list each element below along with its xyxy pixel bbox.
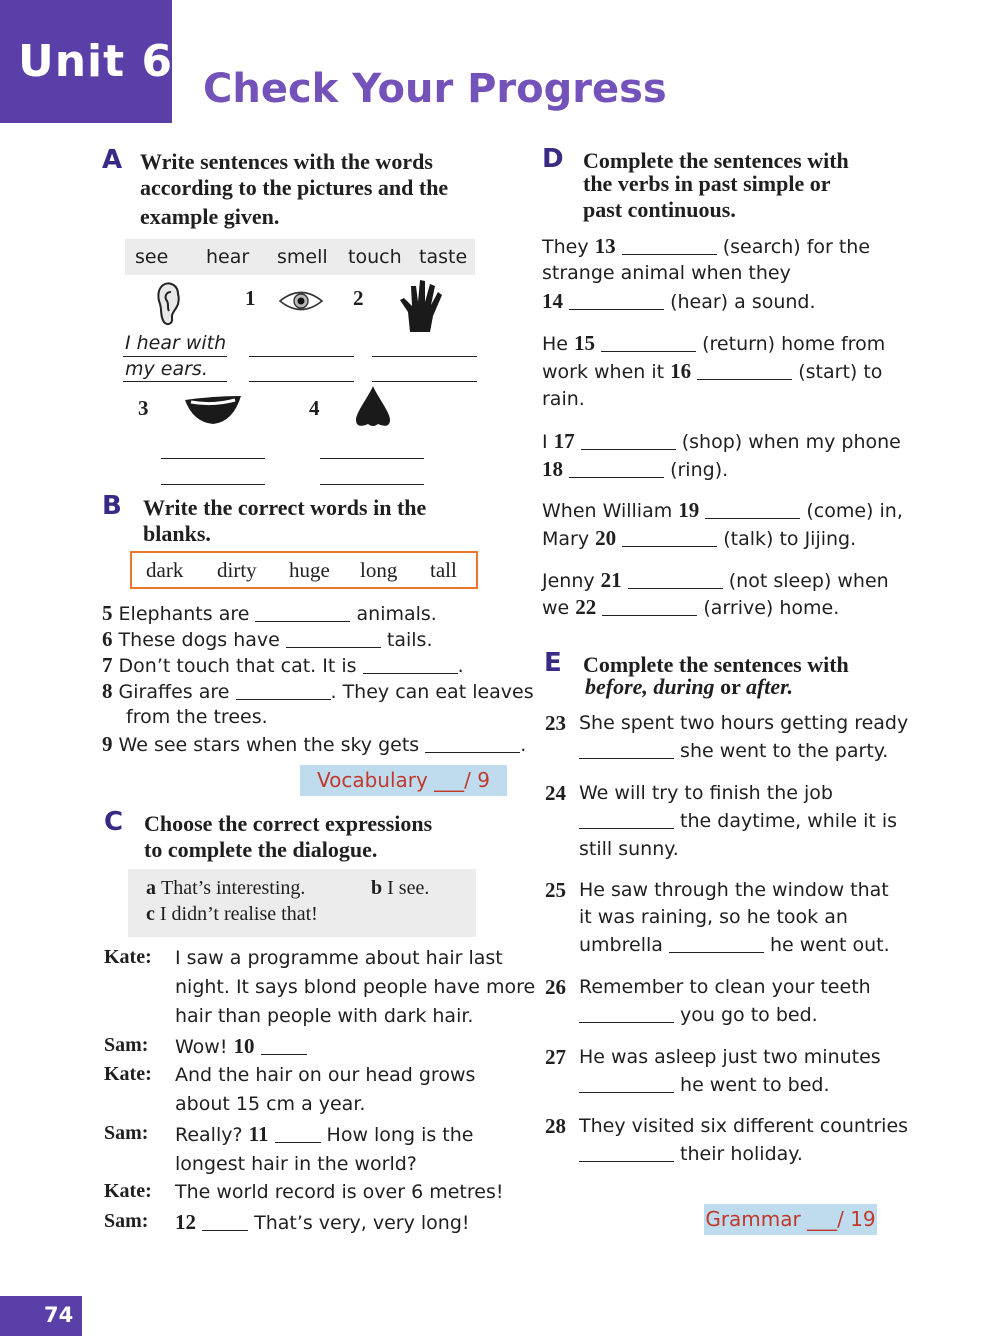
question-13-end: (search) for the	[716, 236, 871, 258]
question-15-number: 15	[574, 331, 596, 355]
option-b-key: b	[371, 877, 383, 899]
question-22-end: (arrive) home.	[697, 597, 840, 619]
blank-17[interactable]	[581, 430, 676, 450]
blank-28[interactable]	[579, 1142, 674, 1162]
question-7-text: Don’t touch that cat. It is	[118, 655, 363, 677]
question-5-number: 5	[102, 601, 113, 625]
blank-26[interactable]	[579, 1003, 674, 1023]
question-24-line-3: still sunny.	[579, 838, 679, 860]
question-8	[102, 677, 534, 706]
section-d-letter: D	[542, 144, 564, 174]
option-a-key: a	[146, 877, 156, 899]
question-27-line-2	[579, 1071, 830, 1099]
option-c-text: I didn’t realise that!	[159, 903, 318, 925]
question-15-text: He	[542, 333, 575, 355]
blank-5[interactable]	[255, 602, 350, 622]
sense-word-see: see	[135, 246, 169, 268]
question-21-text: Jenny	[542, 570, 601, 592]
question-25-number: 25	[545, 878, 566, 902]
section-b-instruction-2: blanks.	[143, 521, 211, 546]
item-number-1: 1	[245, 286, 256, 310]
ear-icon	[150, 280, 190, 328]
question-23-line-1: She spent two hours getting ready	[579, 712, 909, 734]
question-17-end: (shop) when my phone	[675, 431, 901, 453]
question-7-number: 7	[102, 653, 113, 677]
blank-24[interactable]	[579, 809, 674, 829]
answer-line-1b[interactable]	[249, 381, 354, 382]
dialogue-line-3	[175, 1061, 475, 1119]
question-22	[542, 593, 839, 622]
dialogue-line-1b: night. It says blond people have more	[175, 976, 536, 998]
question-7-end: .	[457, 655, 464, 677]
question-21	[542, 566, 889, 595]
blank-10[interactable]	[261, 1035, 307, 1055]
question-26-number: 26	[545, 975, 566, 999]
question-28-line-1: They visited six different countries	[579, 1115, 909, 1137]
answer-line-4b[interactable]	[320, 484, 424, 485]
question-6	[102, 625, 433, 654]
instruction-or: or	[714, 674, 746, 699]
question-20-end: (talk) to Jijing.	[717, 528, 857, 550]
blank-14[interactable]	[569, 290, 664, 310]
blank-20[interactable]	[622, 527, 717, 547]
word-dark: dark	[146, 558, 184, 582]
item-number-4: 4	[309, 396, 320, 420]
speaker-sam-2: Sam:	[104, 1122, 149, 1144]
question-13-number: 13	[594, 234, 616, 258]
page-title: Check Your Progress	[203, 66, 667, 112]
question-10-number: 10	[233, 1034, 255, 1058]
dialogue-line-4c: longest hair in the world?	[175, 1153, 417, 1175]
question-17	[542, 427, 901, 456]
question-9	[102, 730, 526, 759]
example-underline-2	[123, 381, 227, 382]
question-22-text: we	[542, 597, 576, 619]
page-number: 74	[44, 1303, 74, 1327]
blank-15[interactable]	[601, 332, 696, 352]
vocabulary-score: Vocabulary ___/ 9	[300, 765, 507, 796]
sense-word-hear: hear	[206, 246, 250, 268]
question-18-number: 18	[542, 457, 563, 481]
dialogue-line-2a: Wow!	[175, 1036, 234, 1058]
blank-8[interactable]	[236, 680, 331, 700]
answer-line-2a[interactable]	[372, 356, 477, 357]
question-27-line-1: He was asleep just two minutes	[579, 1046, 881, 1068]
blank-11[interactable]	[275, 1123, 321, 1143]
example-line-1: I hear with	[125, 332, 227, 354]
question-8-number: 8	[102, 679, 113, 703]
option-c	[146, 903, 318, 926]
question-8-end: . They can eat leaves	[330, 681, 534, 703]
hand-icon	[396, 278, 444, 334]
example-line-2: my ears.	[125, 358, 208, 380]
question-23-end: she went to the party.	[674, 740, 889, 762]
item-number-2: 2	[353, 286, 364, 310]
option-b-text: I see.	[387, 877, 430, 899]
unit-label: Unit 6	[18, 36, 174, 87]
blank-6[interactable]	[286, 628, 381, 648]
question-9-end: .	[520, 734, 527, 756]
answer-line-2b[interactable]	[372, 381, 477, 382]
question-20-number: 20	[595, 526, 617, 550]
blank-13[interactable]	[622, 235, 717, 255]
question-6-number: 6	[102, 627, 113, 651]
word-tall: tall	[430, 558, 457, 582]
question-25-text: umbrella	[579, 934, 669, 956]
question-6-end: tails.	[380, 629, 433, 651]
question-13-text: They	[542, 236, 595, 258]
question-21-number: 21	[600, 568, 622, 592]
section-d-instruction-3: past continuous.	[583, 197, 736, 222]
word-dirty: dirty	[217, 558, 257, 582]
question-23-line-2	[579, 737, 888, 765]
dialogue-line-1c: hair than people with dark hair.	[175, 1005, 474, 1027]
dialogue-line-5: The world record is over 6 metres!	[175, 1181, 504, 1203]
speaker-kate-3: Kate:	[104, 1180, 152, 1202]
question-25-line-3	[579, 931, 890, 959]
question-28-number: 28	[545, 1114, 566, 1138]
blank-25[interactable]	[669, 933, 764, 953]
speaker-sam-3: Sam:	[104, 1210, 149, 1232]
question-20	[542, 524, 856, 553]
question-17-number: 17	[553, 429, 575, 453]
option-c-key: c	[146, 903, 155, 925]
dialogue-line-3b: about 15 cm a year.	[175, 1093, 366, 1115]
mouth-icon	[183, 392, 243, 426]
question-26-line-1: Remember to clean your teeth	[579, 976, 871, 998]
question-24-line-1: We will try to finish the job	[579, 782, 833, 804]
blank-18[interactable]	[569, 458, 664, 478]
question-19-number: 19	[678, 498, 700, 522]
question-28-end: their holiday.	[674, 1143, 803, 1165]
nose-icon	[352, 384, 394, 430]
question-25-end: he went out.	[763, 934, 890, 956]
question-20-text: Mary	[542, 528, 596, 550]
dialogue-line-6	[175, 1208, 470, 1237]
section-c-instruction-2: to complete the dialogue.	[144, 837, 378, 862]
blank-23[interactable]	[579, 739, 674, 759]
section-e-instruction-2	[585, 673, 793, 700]
item-number-3: 3	[138, 396, 149, 420]
dialogue-line-6a: That’s very, very long!	[248, 1212, 470, 1234]
dialogue-line-4a: Really?	[175, 1124, 249, 1146]
section-e-letter: E	[544, 648, 562, 678]
question-5	[102, 599, 437, 628]
blank-22[interactable]	[602, 596, 697, 616]
question-5-text: Elephants are	[118, 603, 256, 625]
question-16-number: 16	[670, 359, 692, 383]
question-24-line-2	[579, 807, 897, 835]
question-24-end: the daytime, while it is	[674, 810, 898, 832]
dialogue-line-3a: And the hair on our head grows	[175, 1064, 476, 1086]
question-8-continuation: from the trees.	[126, 706, 268, 728]
question-14-number: 14	[542, 289, 563, 313]
question-23-number: 23	[545, 711, 566, 735]
question-17-text: I	[542, 431, 554, 453]
question-22-number: 22	[575, 595, 597, 619]
instruction-before-during: before, during	[585, 674, 715, 699]
section-b-letter: B	[102, 491, 122, 521]
question-21-end: (not sleep) when	[722, 570, 889, 592]
sense-word-taste: taste	[419, 246, 468, 268]
blank-21[interactable]	[628, 569, 723, 589]
eye-icon	[278, 288, 324, 314]
dialogue-line-1a: I saw a programme about hair last	[175, 947, 503, 969]
question-16-end: (start) to	[792, 361, 883, 383]
question-25-line-2: it was raining, so he took an	[579, 906, 848, 928]
blank-12[interactable]	[202, 1211, 248, 1231]
section-a-instruction-2: according to the pictures and the	[140, 175, 449, 200]
word-huge: huge	[289, 558, 330, 582]
question-11-number: 11	[248, 1122, 269, 1146]
question-26-end: you go to bed.	[674, 1004, 818, 1026]
option-a	[146, 877, 305, 900]
question-16-text: work when it	[542, 361, 671, 383]
dialogue-line-4	[175, 1120, 473, 1179]
dialogue-line-2	[175, 1032, 307, 1061]
question-14-end: (hear) a sound.	[664, 291, 816, 313]
question-28-line-2	[579, 1140, 803, 1168]
section-b-instruction-1: Write the correct words in the	[143, 495, 427, 520]
question-15-end: (return) home from	[696, 333, 886, 355]
blank-27[interactable]	[579, 1073, 674, 1093]
blank-7[interactable]	[363, 654, 458, 674]
dialogue-line-4b: How long is the	[320, 1124, 474, 1146]
dialogue-line-1	[175, 944, 535, 1031]
question-9-text: We see stars when the sky gets	[118, 734, 426, 756]
section-a-letter: A	[102, 145, 123, 175]
question-18	[542, 455, 728, 484]
section-c-instruction-1: Choose the correct expressions	[144, 811, 433, 836]
option-a-text: That’s interesting.	[161, 877, 306, 899]
word-long: long	[360, 558, 398, 582]
section-a-instruction-3: example given.	[140, 204, 280, 229]
speaker-kate-1: Kate:	[104, 946, 152, 968]
answer-line-1a[interactable]	[249, 356, 354, 357]
sense-word-touch: touch	[348, 246, 402, 268]
question-27-end: he went to bed.	[674, 1074, 830, 1096]
sense-word-smell: smell	[277, 246, 328, 268]
section-e-instruction-1: Complete the sentences with	[583, 652, 849, 677]
question-26-line-2	[579, 1001, 818, 1029]
blank-19[interactable]	[705, 499, 800, 519]
question-9-number: 9	[102, 732, 113, 756]
question-27-number: 27	[545, 1045, 566, 1069]
question-19	[542, 496, 903, 525]
question-14	[542, 287, 816, 316]
question-16	[542, 357, 882, 386]
blank-16[interactable]	[697, 360, 792, 380]
section-d-instruction-1: Complete the sentences with	[583, 148, 849, 173]
answer-line-4a[interactable]	[320, 458, 424, 459]
question-19-text: When William	[542, 500, 679, 522]
speaker-kate-2: Kate:	[104, 1063, 152, 1085]
speaker-sam-1: Sam:	[104, 1034, 149, 1056]
grammar-score: Grammar ___/ 19	[704, 1204, 877, 1235]
section-d-instruction-2: the verbs in past simple or	[583, 171, 831, 196]
question-7	[102, 651, 464, 680]
question-13-continuation: strange animal when they	[542, 262, 791, 284]
question-19-end: (come) in,	[800, 500, 903, 522]
blank-9[interactable]	[425, 733, 520, 753]
question-25-line-1: He saw through the window that	[579, 879, 889, 901]
question-5-end: animals.	[350, 603, 437, 625]
question-13	[542, 232, 870, 261]
answer-line-3a[interactable]	[161, 458, 265, 459]
instruction-after: after.	[745, 674, 793, 699]
question-18-end: (ring).	[664, 459, 729, 481]
answer-line-3b[interactable]	[161, 484, 265, 485]
question-12-number: 12	[175, 1210, 196, 1234]
question-24-number: 24	[545, 781, 566, 805]
question-6-text: These dogs have	[118, 629, 286, 651]
section-c-letter: C	[104, 807, 124, 837]
question-8-text: Giraffes are	[118, 681, 236, 703]
option-b	[371, 877, 429, 900]
question-16-continuation: rain.	[542, 388, 585, 410]
section-a-instruction-1: Write sentences with the words	[140, 149, 433, 174]
question-15	[542, 329, 885, 358]
